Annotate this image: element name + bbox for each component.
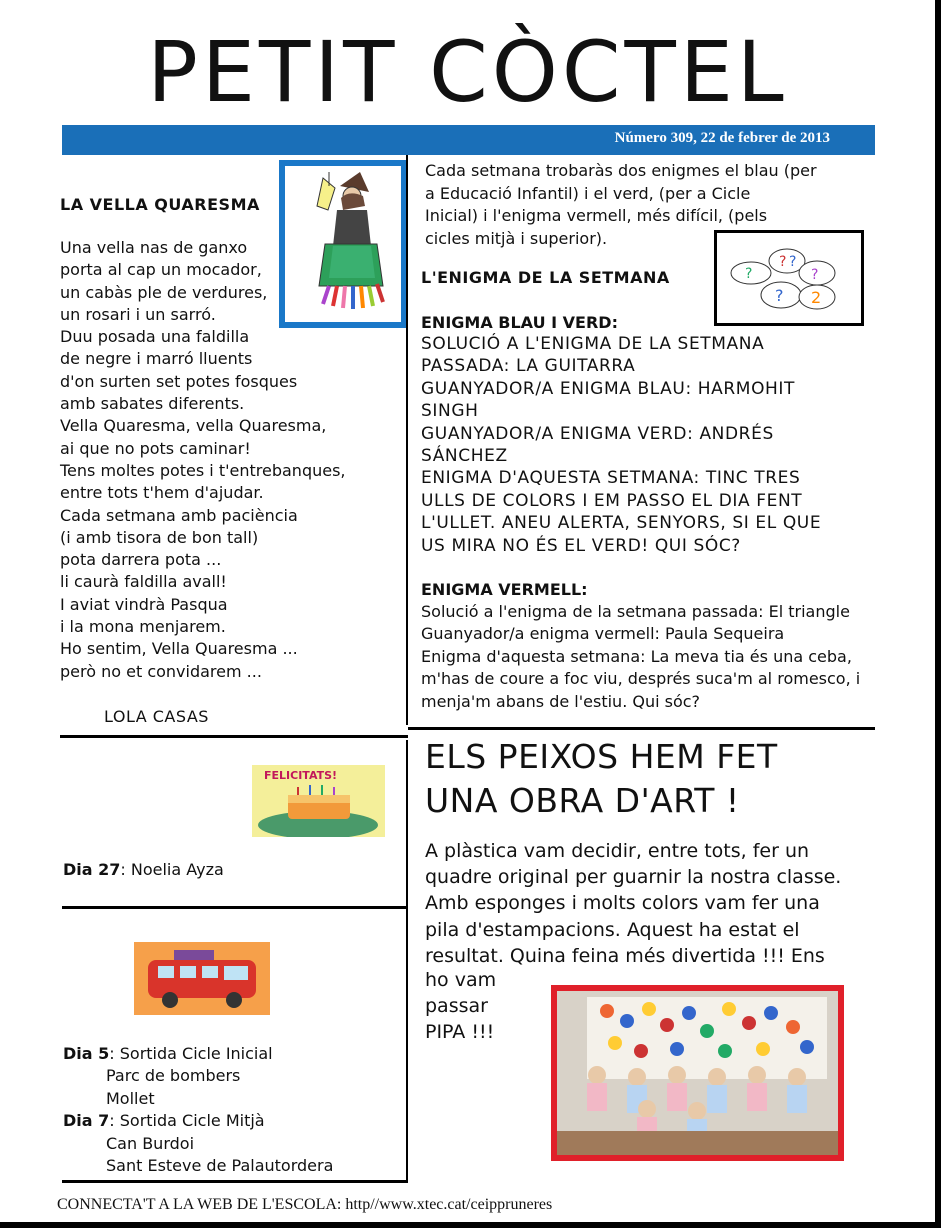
poem-line: pota darrera pota ...	[60, 550, 222, 570]
divider-left-3	[62, 1180, 408, 1183]
trip-day: Dia 5	[63, 1044, 110, 1063]
trip-detail: Mollet	[106, 1088, 155, 1108]
enigma-line: L'ULLET. ANEU ALERTA, SENYORS, SI EL QUE	[421, 513, 822, 534]
page-border-bottom	[0, 1222, 941, 1228]
intro-line: a Educació Infantil) i el verd, (per a Cicle	[425, 183, 751, 203]
column-divider-bottom	[406, 740, 408, 1180]
poem-line: Cada setmana amb paciència	[60, 505, 298, 525]
poem-line: un rosari i un sarró.	[60, 304, 216, 324]
bus-icon	[134, 942, 270, 1015]
cake-icon	[252, 765, 385, 837]
poem-line: però no et convidarem ...	[60, 661, 262, 681]
poem-line: d'on surten set potes fosques	[60, 371, 298, 391]
poem-line: I aviat vindrà Pasqua	[60, 594, 228, 614]
svg-text:?: ?	[779, 254, 787, 270]
class-photo-image	[557, 991, 838, 1155]
poem-line: un cabàs ple de verdures,	[60, 282, 268, 302]
art-title-line: UNA OBRA D'ART !	[425, 781, 740, 820]
enigma-red-title: ENIGMA VERMELL:	[421, 580, 588, 599]
poem-title: LA VELLA QUARESMA	[60, 195, 260, 214]
art-line: ho vam	[425, 969, 497, 991]
enigma-blue-green-title: ENIGMA BLAU I VERD:	[421, 313, 618, 332]
poem-line: amb sabates diferents.	[60, 394, 245, 414]
enigma-blue-green-body	[421, 333, 851, 557]
enigma-red-body	[421, 601, 871, 713]
poem-line: i la mona menjarem.	[60, 617, 226, 637]
art-line: PIPA !!!	[425, 1021, 495, 1044]
divider-left-1	[60, 735, 408, 738]
issue-bar	[62, 125, 875, 155]
trip-detail: Can Burdoi	[106, 1133, 195, 1153]
art-article-tail	[425, 967, 496, 1046]
enigma-line: US MIRA NO ÉS EL VERD! QUI SÓC?	[421, 535, 741, 556]
svg-text:?: ?	[811, 267, 819, 283]
svg-text:2: 2	[811, 288, 822, 307]
art-line: Amb esponges i molts colors vam fer una	[425, 892, 820, 915]
trip-desc: : Sortida Cicle Inicial	[109, 1044, 273, 1063]
school-website-footer: CONNECTA'T A LA WEB DE L'ESCOLA: http//www.xtec.cat/ceippruneres	[57, 1196, 553, 1213]
art-line: A plàstica vam decidir, entre tots, fer un	[425, 840, 810, 862]
poem-line: Tens moltes potes i t'entrebanques,	[60, 460, 346, 480]
poem-line: porta al cap un mocador,	[60, 260, 262, 280]
poem-line: entre tots t'hem d'ajudar.	[60, 483, 264, 503]
birthday-name: : Noelia Ayza	[120, 860, 224, 879]
trip-detail: Parc de bombers	[106, 1066, 241, 1086]
poem-line: li caurà faldilla avall!	[60, 572, 227, 592]
masthead-title: PETIT CÒCTEL	[147, 23, 788, 121]
art-line: resultat. Quina feina més divertida !!! Ens	[425, 944, 825, 967]
witch-drawing	[285, 166, 401, 322]
svg-text:?: ?	[745, 266, 753, 282]
art-title-line: ELS PEIXOS HEM FET	[425, 737, 778, 776]
trip-day: Dia 7	[63, 1111, 110, 1131]
intro-line: Cada setmana trobaràs dos enigmes el blau (per	[425, 161, 817, 180]
enigma-line: SOLUCIÓ A L'ENIGMA DE LA SETMANA	[421, 334, 765, 354]
poem-line: ai que no pots caminar!	[60, 438, 251, 458]
enigma-line: PASSADA: LA GUITARRA	[421, 356, 636, 377]
art-article-title	[425, 735, 855, 823]
enigma-line: SÁNCHEZ	[421, 446, 508, 467]
class-photo	[551, 985, 844, 1161]
enigma-line: Guanyador/a enigma vermell: Paula Sequeira	[421, 624, 785, 644]
enigma-line: ULLS DE COLORS I EM PASSO EL DIA FENT	[421, 490, 803, 511]
divider-left-2	[62, 906, 408, 909]
trip-entry	[63, 1110, 333, 1132]
trips-list	[63, 1043, 333, 1177]
question-bubbles-illustration	[714, 230, 864, 326]
school-bus-illustration	[134, 942, 270, 1015]
poem-line: Ho sentim, Vella Quaresma ...	[60, 639, 298, 659]
enigma-line: Solució a l'enigma de la setmana passada: El triangle	[421, 602, 850, 621]
enigma-line: menja'm abans de l'estiu. Qui sóc?	[421, 691, 701, 711]
enigma-line: GUANYADOR/A ENIGMA BLAU: HARMOHIT	[421, 378, 796, 399]
trip-detail: Sant Esteve de Palautordera	[106, 1156, 334, 1176]
witch-illustration	[279, 160, 407, 328]
felicitats-cake-illustration	[252, 765, 385, 837]
enigma-line: Enigma d'aquesta setmana: La meva tia és una ceba,	[421, 646, 852, 666]
art-line: passar	[425, 995, 488, 1018]
art-line: pila d'estampacions. Aquest ha estat el	[425, 918, 800, 941]
art-article-body	[425, 838, 865, 969]
intro-line: Inicial) i l'enigma vermell, més difícil, (pels	[425, 206, 768, 225]
felicitats-text: FELICITATS!	[264, 769, 338, 782]
poem-line: Vella Quaresma, vella Quaresma,	[60, 416, 327, 436]
enigma-line: GUANYADOR/A ENIGMA VERD: ANDRÉS	[421, 423, 774, 444]
trip-desc: : Sortida Cicle Mitjà	[109, 1111, 265, 1131]
svg-text:?: ?	[775, 286, 784, 305]
column-divider-top	[406, 155, 408, 725]
poem-author: LOLA CASAS	[104, 707, 209, 726]
enigma-line: ENIGMA D'AQUESTA SETMANA: TINC TRES	[421, 468, 801, 489]
poem-line: Duu posada una faldilla	[60, 327, 250, 347]
birthday-entry	[63, 860, 224, 879]
issue-date: Número 309, 22 de febrer de 2013	[614, 130, 830, 146]
poem-line: (i amb tisora de bon tall)	[60, 527, 259, 547]
poem-line: Una vella nas de ganxo	[60, 238, 248, 257]
speech-bubbles-icon	[717, 233, 861, 323]
enigma-line: SINGH	[421, 401, 479, 422]
divider-right	[408, 727, 875, 730]
birthday-day: Dia 27	[63, 860, 121, 879]
poem-line: de negre i marró lluents	[60, 349, 253, 369]
page-border-right	[935, 0, 941, 1228]
enigma-heading: L'ENIGMA DE LA SETMANA	[421, 268, 670, 287]
trip-entry	[63, 1043, 333, 1065]
svg-text:?: ?	[789, 254, 797, 270]
enigma-line: m'has de coure a foc viu, després suca'm al romesco, i	[421, 669, 861, 689]
art-line: quadre original per guarnir la nostra classe.	[425, 866, 842, 889]
intro-line: cicles mitjà i superior).	[425, 228, 608, 248]
